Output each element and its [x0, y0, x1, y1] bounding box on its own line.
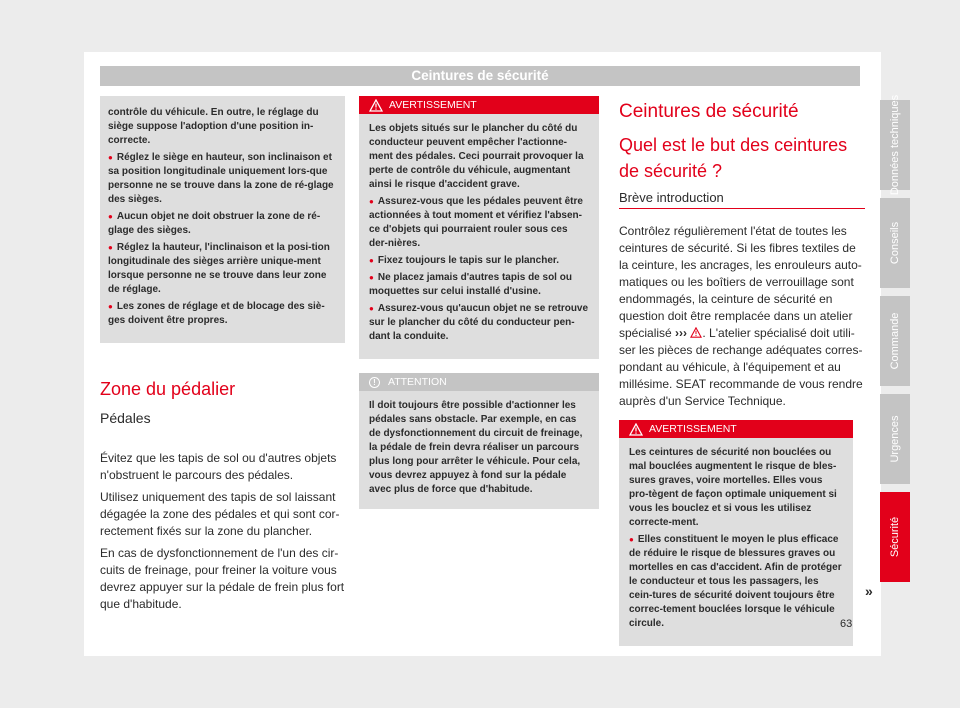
continued-warning-box — [100, 96, 345, 343]
info-circle-icon: ! — [369, 377, 380, 388]
continue-marker: » — [865, 583, 873, 599]
attention-label: ATTENTION — [388, 376, 447, 388]
warning-body — [619, 438, 853, 646]
bullet-item: ● Assurez-vous que les pédales peuvent être actionnées à tout moment et vérifiez l'absen-ce d'objets qui pourraient rouler sous ces der-nières. — [369, 195, 589, 251]
tab-donnees-techniques[interactable]: Données techniques — [880, 100, 910, 190]
warning-label: AVERTISSEMENT — [389, 99, 477, 111]
column-1 — [100, 96, 345, 618]
chapter-title: Ceintures de sécurité — [619, 101, 799, 122]
warning-triangle-icon — [629, 423, 643, 436]
attention-body: Il doit toujours être possible d'actionner les pédales sans obstacle. Par exemple, en cas de dysfonctionnement du circuit de freinage, la pédale de frein devra réaliser un parcours plus long pour arrêter le véhicule. Pour cela, vous devrez appuyez à fond sur la pédale avec plus de force que d'habitude. — [369, 400, 583, 495]
warning-header — [619, 420, 853, 438]
warning-box — [619, 420, 853, 646]
body-text — [619, 223, 865, 410]
tab-conseils[interactable]: Conseils — [880, 198, 910, 288]
warning-label: AVERTISSEMENT — [649, 423, 737, 435]
warning-triangle-icon — [369, 99, 383, 112]
column-2 — [359, 96, 599, 509]
attention-header — [359, 373, 599, 391]
sub-title: Pédales — [100, 410, 151, 426]
warning-triangle-icon — [690, 327, 702, 338]
page-header: Ceintures de sécurité — [100, 66, 860, 86]
section-subtitle: Quel est le but des ceintures de sécurité ? — [619, 135, 848, 181]
bullet-item: ● Réglez la hauteur, l'inclinaison et la posi-tion longitudinale des sièges arrière unique-ment lorsque personne ne se trouve dans leur zone de réglage. — [108, 241, 337, 297]
paragraph: Évitez que les tapis de sol ou d'autres objets n'obstruent le parcours des pédales. — [100, 451, 337, 482]
tab-commande[interactable]: Commande — [880, 296, 910, 386]
reference-arrow[interactable]: ››› — [675, 326, 688, 340]
tab-urgences[interactable]: Urgences — [880, 394, 910, 484]
paragraph: Utilisez uniquement des tapis de sol laissant dégagée la zone des pédales et qui sont cor-rectement fixés sur la zone du plancher. — [100, 490, 340, 538]
warning-body — [359, 114, 599, 359]
tab-securite[interactable]: Sécurité — [880, 492, 910, 582]
bullet-item: ● Les zones de réglage et de blocage des siè-ges doivent être propres. — [108, 300, 337, 328]
body-text — [100, 450, 345, 613]
warning-header — [359, 96, 599, 114]
bullet-item: ● Ne placez jamais d'autres tapis de sol ou moquettes sur celui installé d'usine. — [369, 271, 589, 299]
brief-intro-heading: Brève introduction — [619, 190, 865, 209]
attention-box — [359, 373, 599, 509]
bullet-item: ● Assurez-vous qu'aucun objet ne se retrouve sur le plancher du côté du conducteur pen-dant la conduite. — [369, 302, 589, 344]
page-number: 63 — [840, 618, 853, 630]
bullet-item: ● Aucun objet ne doit obstruer la zone de ré-glage des sièges. — [108, 210, 337, 238]
column-3 — [605, 96, 865, 646]
bullet-item: ● Réglez le siège en hauteur, son inclinaison et sa position longitudinale uniquement lors-que personne ne se trouve dans la zone de ré-glage des sièges. — [108, 151, 337, 207]
bullet-item: ● Fixez toujours le tapis sur le plancher. — [369, 254, 589, 268]
section-title: Zone du pédalier — [100, 379, 236, 399]
paragraph: En cas de dysfonctionnement de l'un des cir-cuits de freinage, pour freiner la voiture vous devrez appuyer sur la pédale de frein plus fort que d'habitude. — [100, 546, 345, 611]
warning-intro: Les objets situés sur le plancher du côté du conducteur peuvent empêcher l'actionne-ment des pédales. Ceci pourrait provoquer la perte de contrôle du véhicule, augmentant ainsi le risque d'accident grave. — [369, 123, 584, 190]
paragraph: Contrôlez régulièrement l'état de toutes les ceintures de sécurité. Si les fibres textiles de la ceinture, les ancrages, les enrouleurs auto-matiques ou les boîtiers de verrouillage sont endommagés, la ceinture de sécurité en question doit être remplacée dans un atelier spécialisé ››› . L'atelier spécialisé doit utili-ser les pièces de rechange adéquates corres-pondant au véhicule, à l'équipement et au millésime. SEAT recommande de vous rendre auprès d'un Service Technique. — [619, 224, 863, 408]
box-intro: contrôle du véhicule. En outre, le réglage du siège suppose l'adoption d'une position in-correcte. — [108, 107, 319, 146]
warning-box — [359, 96, 599, 359]
warning-intro: Les ceintures de sécurité non bouclées ou mal bouclées augmentent le risque de bles-sures graves, voire mortelles. Elles vous pro-tègent de façon optimale uniquement si vous les bouclez et si vous les utilisez correcte-ment. — [629, 447, 837, 528]
bullet-item: ● Elles constituent le moyen le plus efficace de réduire le risque de blessures graves ou mortelles en cas d'accident. Afin de protéger le conducteur et tous les passagers, les cein-tures de sécurité doivent toujours être correc-tement bouclées lorsque le véhicule circule. — [629, 533, 843, 631]
